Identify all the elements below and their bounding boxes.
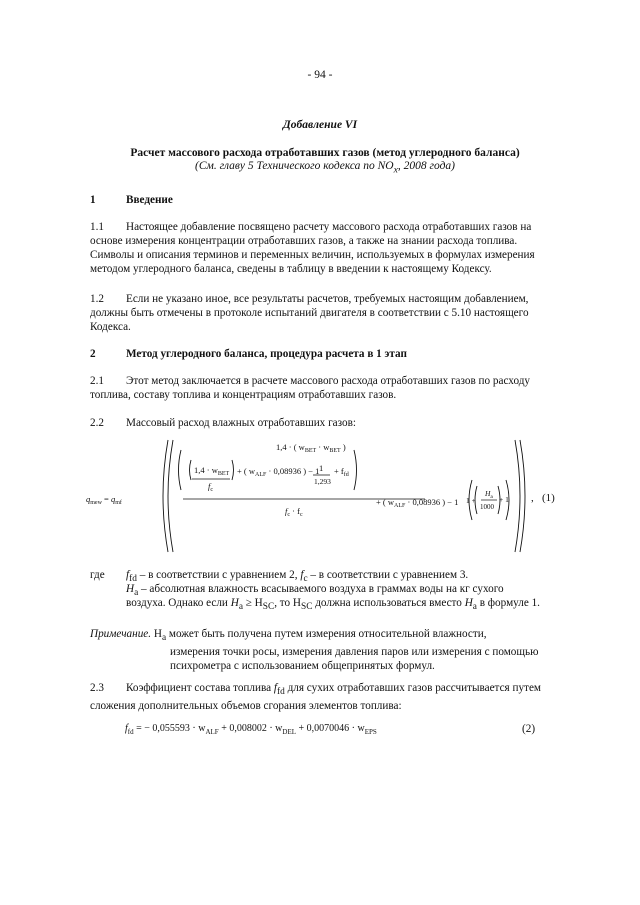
paragraph-line: Кодекса. [90,321,131,333]
section-2-heading [90,347,560,361]
ffd-term: + $f_{fd}$ [334,466,349,478]
paragraph-2-2 [90,416,560,430]
alf-term-2: + ( $w_{ALF} \cdot 0,08936$ ) − 1 [376,497,459,509]
note-line-2: измерения точки росы, измерения давления паров или измерения с помощью [170,646,539,659]
note-label: Примечание. [90,628,152,640]
outer-paren-left [163,440,168,552]
subtitle-tail: , 2008 года) [397,160,455,172]
inner-numerator: $1,4 \cdot w_{BET}$ [194,465,230,477]
main-denominator: $f_c \cdot f_c$ [285,506,303,518]
paragraph-line: основе измерения концентрации отработавших газов, а также на знании расхода топлива. [90,235,518,247]
document-title: Расчет массового расхода отработавших газов (метод углеродного баланса) [130,147,520,159]
paragraph-line: должны быть отмечены в протоколе испытаний двигателя в соответствии с 5.10 настоящего [90,307,529,319]
paragraph-2-1 [90,374,560,402]
section-1-heading [90,193,560,207]
section-number: 1 [90,194,96,206]
paragraph-1-2 [90,292,560,334]
small-paren-left [190,460,192,480]
paragraph-line: методом углеродного баланса, сведены в таблицу в введении к настоящему Кодексу. [90,263,492,275]
paragraph-2-3: 2.3 Коэффициент состава топлива $f_{fd}$ для сухих отработавших газов рассчитывается путем сложения дополнительных объемов сгорания элементов топлива: [90,681,560,713]
note-block [90,627,560,673]
paragraph-number: 1.1 [90,221,104,233]
inner-paren-right [354,450,357,490]
formula-lhs: $q_{mew} = q_{mf}$ [86,494,122,506]
where-line-2: $H_a$ – абсолютная влажность всасываемого воздуха в граммах воды на кг сухого [126,583,504,599]
note-line-3: психрометра с использованием общепринятых формул. [170,660,435,673]
section-number: 2 [90,348,96,360]
paragraph-number: 2.3 [90,682,104,694]
small-fraction-num: 1 [319,463,324,473]
where-word: где [90,569,105,581]
outer-paren-right-2 [520,440,525,552]
paragraph-number: 2.1 [90,375,104,387]
humidity-num: $H_a$ [485,489,493,500]
paragraph-line: Этот метод заключается в расчете массового расхода отработавших газов по расходу [126,375,531,387]
formula-number: (1) [542,492,555,504]
appendix-title: Добавление VI [282,119,358,131]
paragraph-line: топлива, составу топлива и концентрациям отработавших газов. [90,389,397,401]
where-block [90,568,560,612]
formula-2: $f_{fd}$ = − $0,055593 \cdot w_{ALF} + 0,008002 \cdot w_{DEL} + 0,0070046 \cdot w_{EPS}$ [125,723,377,736]
paragraph-line: Если не указано иное, все результаты расчетов, требуемых настоящим добавлением, [126,293,529,305]
humidity-one: 1 + [466,496,476,505]
document-subtitle [90,159,560,177]
formula-1 [80,436,570,556]
numerator-top: 1,4 · ( $w_{BET} \cdot w_{BET}$ ) [276,442,346,454]
paragraph-line: Символы и описания терминов и переменных величин, используемых в формулах измерения [90,249,535,261]
where-line-1: $f_{fd}$ – в соответствии с уравнением 2, $f_c$ – в соответствии с уравнением 3. [126,569,469,585]
paragraph-line: Настоящее добавление посвящено расчету массового расхода отработавших газов на [126,221,532,233]
paragraph-number: 2.2 [90,417,104,429]
outer-paren-right [515,440,520,552]
subtitle-sub: x [393,164,398,176]
paragraph-line: Массовый расход влажных отработавших газов: [126,417,356,429]
section-title: Введение [126,194,173,206]
subtitle-text: (См. главу 5 Технического кодекса по NO [195,160,394,172]
note-line-1: Примечание. $H_a$ может быть получена путем измерения относительной влажности, [90,628,487,644]
humidity-den: 1000 [480,503,494,511]
alf-term-1: + ( $w_{ALF} \cdot 0,08936$ ) − 1 [237,466,320,478]
where-line-3: воздуха. Однако если $H_a \ge H_{SC}$, то $H_{SC}$ должна использоваться вместо $H_a$ в формуле 1. [126,597,540,613]
formula-comma: , [531,492,534,504]
page-number: - 94 - [307,69,333,81]
paragraph-line: сложения дополнительных объемов сгорания элементов топлива: [90,700,402,713]
paragraph-number: 1.2 [90,293,104,305]
small-paren-right [232,460,234,480]
humidity-plus: + 1 [499,495,509,504]
formula-2-number: (2) [522,723,536,735]
inner-denominator: $f_c$ [208,481,214,493]
section-title: Метод углеродного баланса, процедура расчета в 1 этап [126,348,407,360]
small-fraction-den: 1,293 [314,477,331,486]
paragraph-1-1 [90,220,560,276]
inner-paren-left [179,450,182,490]
outer-paren-left-2 [168,440,173,552]
